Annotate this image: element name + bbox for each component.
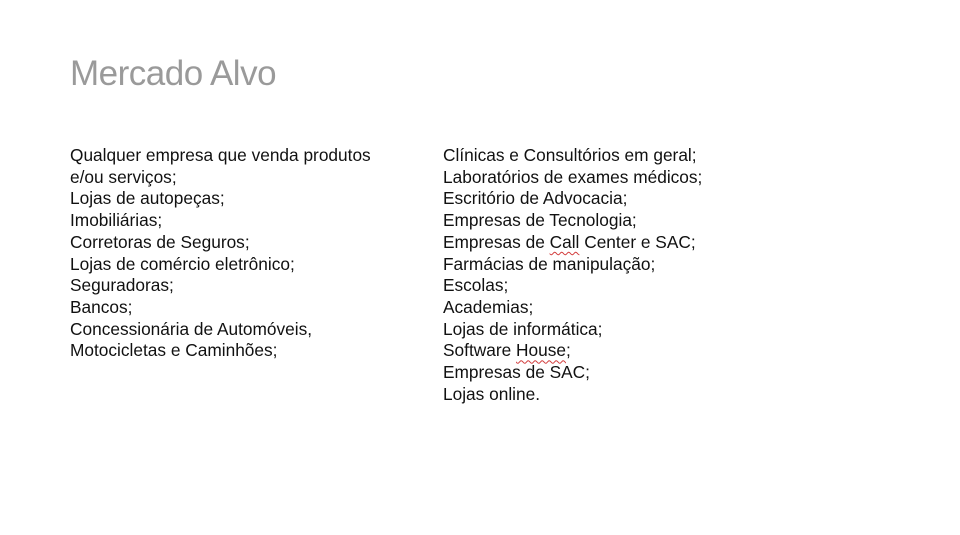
- list-item: Laboratórios de exames médicos;: [443, 166, 703, 187]
- list-item: Qualquer empresa que venda produtos e/ou serviços;: [70, 145, 371, 187]
- slide-title: Mercado Alvo: [70, 54, 277, 93]
- list-item: Academias;: [443, 296, 534, 317]
- list-item: Corretoras de Seguros;: [70, 231, 250, 252]
- item-text: Software: [443, 340, 516, 361]
- list-item: Empresas de Tecnologia;: [443, 210, 637, 231]
- item-text: Center e SAC;: [579, 231, 696, 252]
- right-column-list: [443, 145, 883, 405]
- left-column-list: [70, 145, 430, 362]
- list-item: Clínicas e Consultórios em geral;: [443, 145, 697, 165]
- item-text: Empresas de: [443, 231, 550, 252]
- list-item: Concessionária de Automóveis, Motocicletas e Caminhões;: [70, 318, 313, 361]
- list-item: Escritório de Advocacia;: [443, 188, 628, 209]
- spellcheck-flagged-word[interactable]: House: [516, 340, 566, 361]
- list-item: Seguradoras;: [70, 275, 174, 296]
- list-item: Empresas de SAC;: [443, 362, 590, 383]
- list-item: Imobiliárias;: [70, 210, 163, 231]
- spellcheck-flagged-word[interactable]: Call: [549, 231, 580, 252]
- list-item: Bancos;: [70, 296, 133, 317]
- item-text: ;: [565, 340, 571, 361]
- list-item: Lojas de informática;: [443, 318, 603, 339]
- list-item: Lojas online.: [443, 383, 541, 404]
- list-item: Lojas de autopeças;: [70, 188, 225, 209]
- list-item: [443, 340, 883, 362]
- list-item: Farmácias de manipulação;: [443, 253, 656, 274]
- list-item: Lojas de comércio eletrônico;: [70, 253, 295, 274]
- list-item: Escolas;: [443, 275, 509, 296]
- list-item: [443, 232, 883, 254]
